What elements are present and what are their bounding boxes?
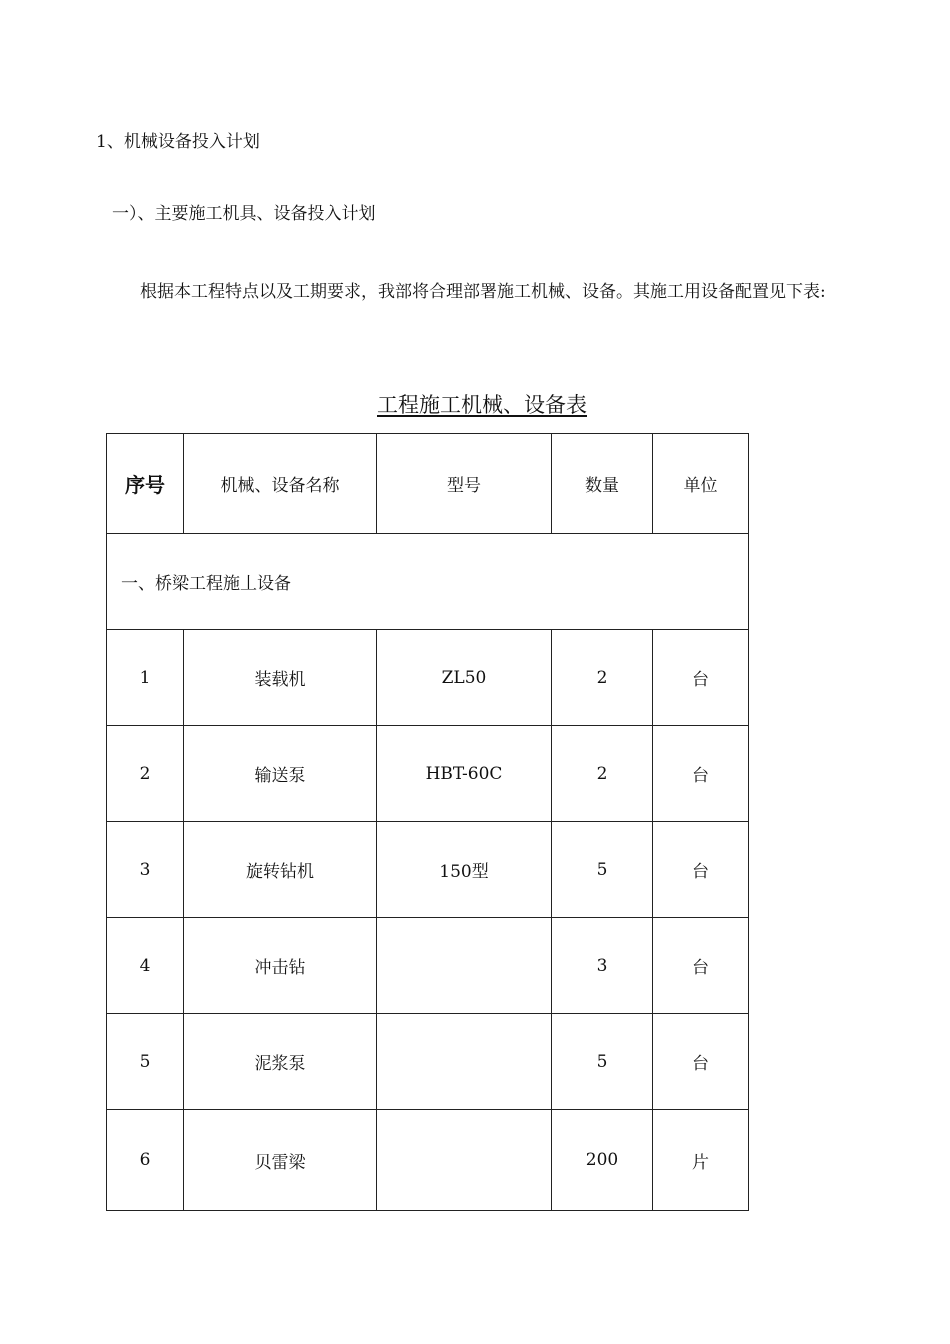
- table-row: [107, 1110, 749, 1211]
- cell-no: 2: [107, 726, 184, 822]
- cell-name: 冲击钻: [184, 918, 377, 1014]
- cell-model: 150型: [377, 822, 552, 918]
- cell-qty: 2: [552, 630, 653, 726]
- cell-name: 泥浆泵: [184, 1014, 377, 1110]
- cell-unit: 台: [653, 918, 749, 1014]
- table-row: [107, 918, 749, 1014]
- cell-unit: 台: [653, 726, 749, 822]
- cell-model: ZL50: [377, 630, 552, 726]
- section-heading: 1、机械设备投入计划: [96, 132, 260, 152]
- cell-name: 贝雷梁: [184, 1110, 377, 1211]
- cell-qty: 5: [552, 1014, 653, 1110]
- cell-qty: 2: [552, 726, 653, 822]
- table-title: [106, 390, 858, 420]
- cell-model: HBT-60C: [377, 726, 552, 822]
- section-label: 一、桥梁工程施丄设备: [107, 534, 749, 630]
- cell-unit: 片: [653, 1110, 749, 1211]
- cell-unit: 台: [653, 630, 749, 726]
- cell-name: 旋转钻机: [184, 822, 377, 918]
- cell-unit: 台: [653, 1014, 749, 1110]
- cell-no: 6: [107, 1110, 184, 1211]
- cell-no: 5: [107, 1014, 184, 1110]
- header-unit: 单位: [653, 434, 749, 534]
- equipment-table: [106, 433, 749, 1211]
- cell-qty: 3: [552, 918, 653, 1014]
- cell-name: 装载机: [184, 630, 377, 726]
- header-qty: 数量: [552, 434, 653, 534]
- cell-model: [377, 918, 552, 1014]
- intro-paragraph: 根据本工程特点以及工期要求，我部将合理部署施工机械、设备。其施工用设备配置见下表:: [140, 282, 826, 302]
- cell-unit: 台: [653, 822, 749, 918]
- table-row: [107, 1014, 749, 1110]
- table-section-row: [107, 534, 749, 630]
- cell-no: 1: [107, 630, 184, 726]
- table-header-row: [107, 434, 749, 534]
- cell-qty: 5: [552, 822, 653, 918]
- header-name: 机械、设备名称: [184, 434, 377, 534]
- table-row: [107, 726, 749, 822]
- cell-model: [377, 1014, 552, 1110]
- cell-name: 输送泵: [184, 726, 377, 822]
- header-no: 序号: [107, 434, 184, 534]
- cell-no: 3: [107, 822, 184, 918]
- sub-heading: 一）、主要施工机具、设备投入计划: [112, 204, 376, 224]
- cell-no: 4: [107, 918, 184, 1014]
- header-model: 型号: [377, 434, 552, 534]
- table-row: [107, 822, 749, 918]
- cell-qty: 200: [552, 1110, 653, 1211]
- cell-model: [377, 1110, 552, 1211]
- table-row: [107, 630, 749, 726]
- table-title-text: 工程施工机械、设备表: [377, 393, 587, 417]
